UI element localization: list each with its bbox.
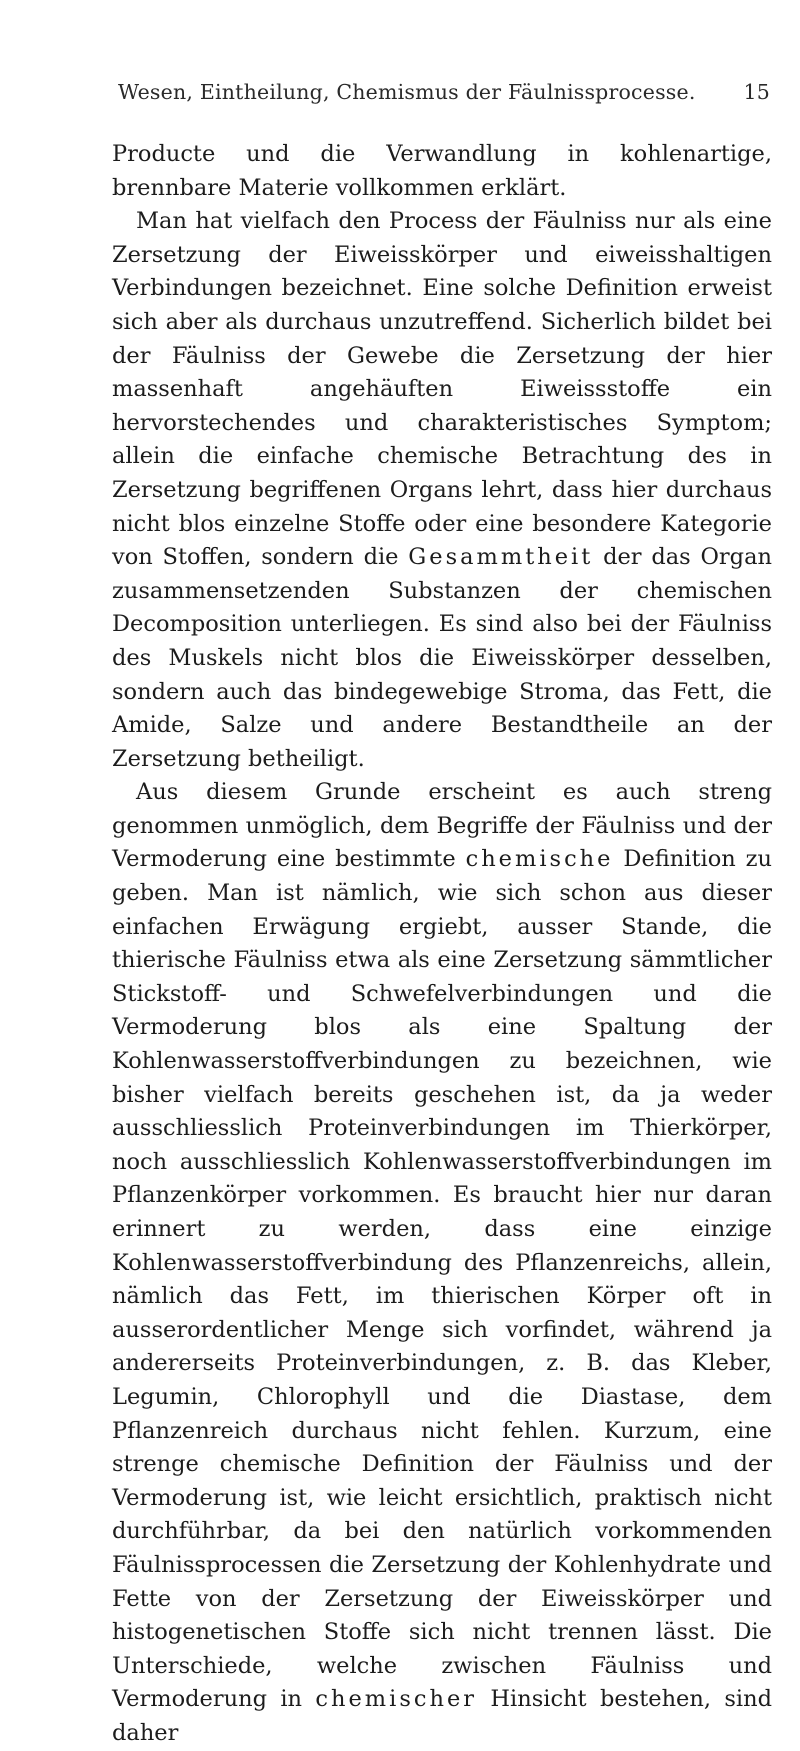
running-header xyxy=(112,80,770,110)
page-number: 15 xyxy=(743,80,770,104)
emphasis-gesammtheit: Gesammtheit xyxy=(408,544,594,571)
paragraph-1 xyxy=(112,138,772,205)
paragraph-3-text-c: Hinsicht bestehen, sind daher xyxy=(112,1686,772,1746)
paragraph-2-text-b: der das Organ zusammensetzenden Substanzen der chemischen Decomposition unterliegen. Es sind also bei der Fäulniss des Muskels nicht blos die Eiweisskörper desselben, sondern auch das bindegewebige Stroma, das Fett, die Amide, Salze und andere Bestandtheile an der Zersetzung betheiligt. xyxy=(112,544,772,772)
paragraph-2 xyxy=(112,205,772,776)
emphasis-chemischer: chemischer xyxy=(315,1686,478,1713)
paragraph-3-text-b: Definition zu geben. Man ist nämlich, wie sich schon aus dieser einfachen Erwägung ergiebt, ausser Stande, die thierische Fäulniss etwa als eine Zersetzung sämmtlicher Stickstoff- und Schwefelverbindungen und die Vermoderung blos als eine Spaltung der Kohlenwasserstoffverbindungen zu bezeichnen, wie bisher vielfach bereits geschehen ist, da ja weder ausschliesslich Proteinverbindungen im Thierkörper, noch ausschliesslich Kohlenwasserstoffverbindungen im Pflanzenkörper vorkommen. Es braucht hier nur daran erinnert zu werden, dass eine einzige Kohlenwasserstoffverbindung des Pflanzenreichs, allein, nämlich das Fett, im thierischen Körper oft in ausserordentlicher Menge sich vorfindet, während ja andererseits Proteinverbindungen, z. B. das Kleber, Legumin, Chlorophyll und die Diastase, dem Pflanzenreich durchaus nicht fehlen. Kurzum, eine strenge chemische Definition der Fäulniss und der Vermoderung ist, wie leicht ersichtlich, praktisch nicht durchführbar, da bei den natürlich vorkommenden Fäulnissprocessen die Zersetzung der Kohlenhydrate und Fette von der Zersetzung der Eiweisskörper und histogenetischen Stoffe sich nicht trennen lässt. Die Unterschiede, welche zwischen Fäulniss und Vermoderung in xyxy=(112,846,773,1713)
body-text xyxy=(112,138,772,1751)
running-title: Wesen, Eintheilung, Chemismus der Fäulnissprocesse. xyxy=(118,80,696,104)
paragraph-3 xyxy=(112,776,772,1750)
paragraph-3-text-a: Aus diesem Grunde erscheint es auch streng genommen unmöglich, dem Begriffe der Fäulniss und der Vermoderung eine bestimmte xyxy=(112,779,772,873)
paragraph-2-text-a: Man hat vielfach den Process der Fäulniss nur als eine Zersetzung der Eiweisskörper und eiweisshaltigen Verbindungen bezeichnet. Eine solche Definition erweist sich aber als durchaus unzutreffend. Sicherlich bildet bei der Fäulniss der Gewebe die Zersetzung der hier massenhaft angehäuften Eiweissstoffe ein hervorstechendes und charakteristisches Symptom; allein die einfache chemische Betrachtung des in Zersetzung begriffenen Organs lehrt, dass hier durchaus nicht blos einzelne Stoffe oder eine besondere Kategorie von Stoffen, sondern die xyxy=(112,208,772,571)
paragraph-1-text: Producte und die Verwandlung in kohlenartige, brennbare Materie vollkommen erklärt. xyxy=(112,141,772,201)
emphasis-chemische: chemische xyxy=(465,846,614,873)
